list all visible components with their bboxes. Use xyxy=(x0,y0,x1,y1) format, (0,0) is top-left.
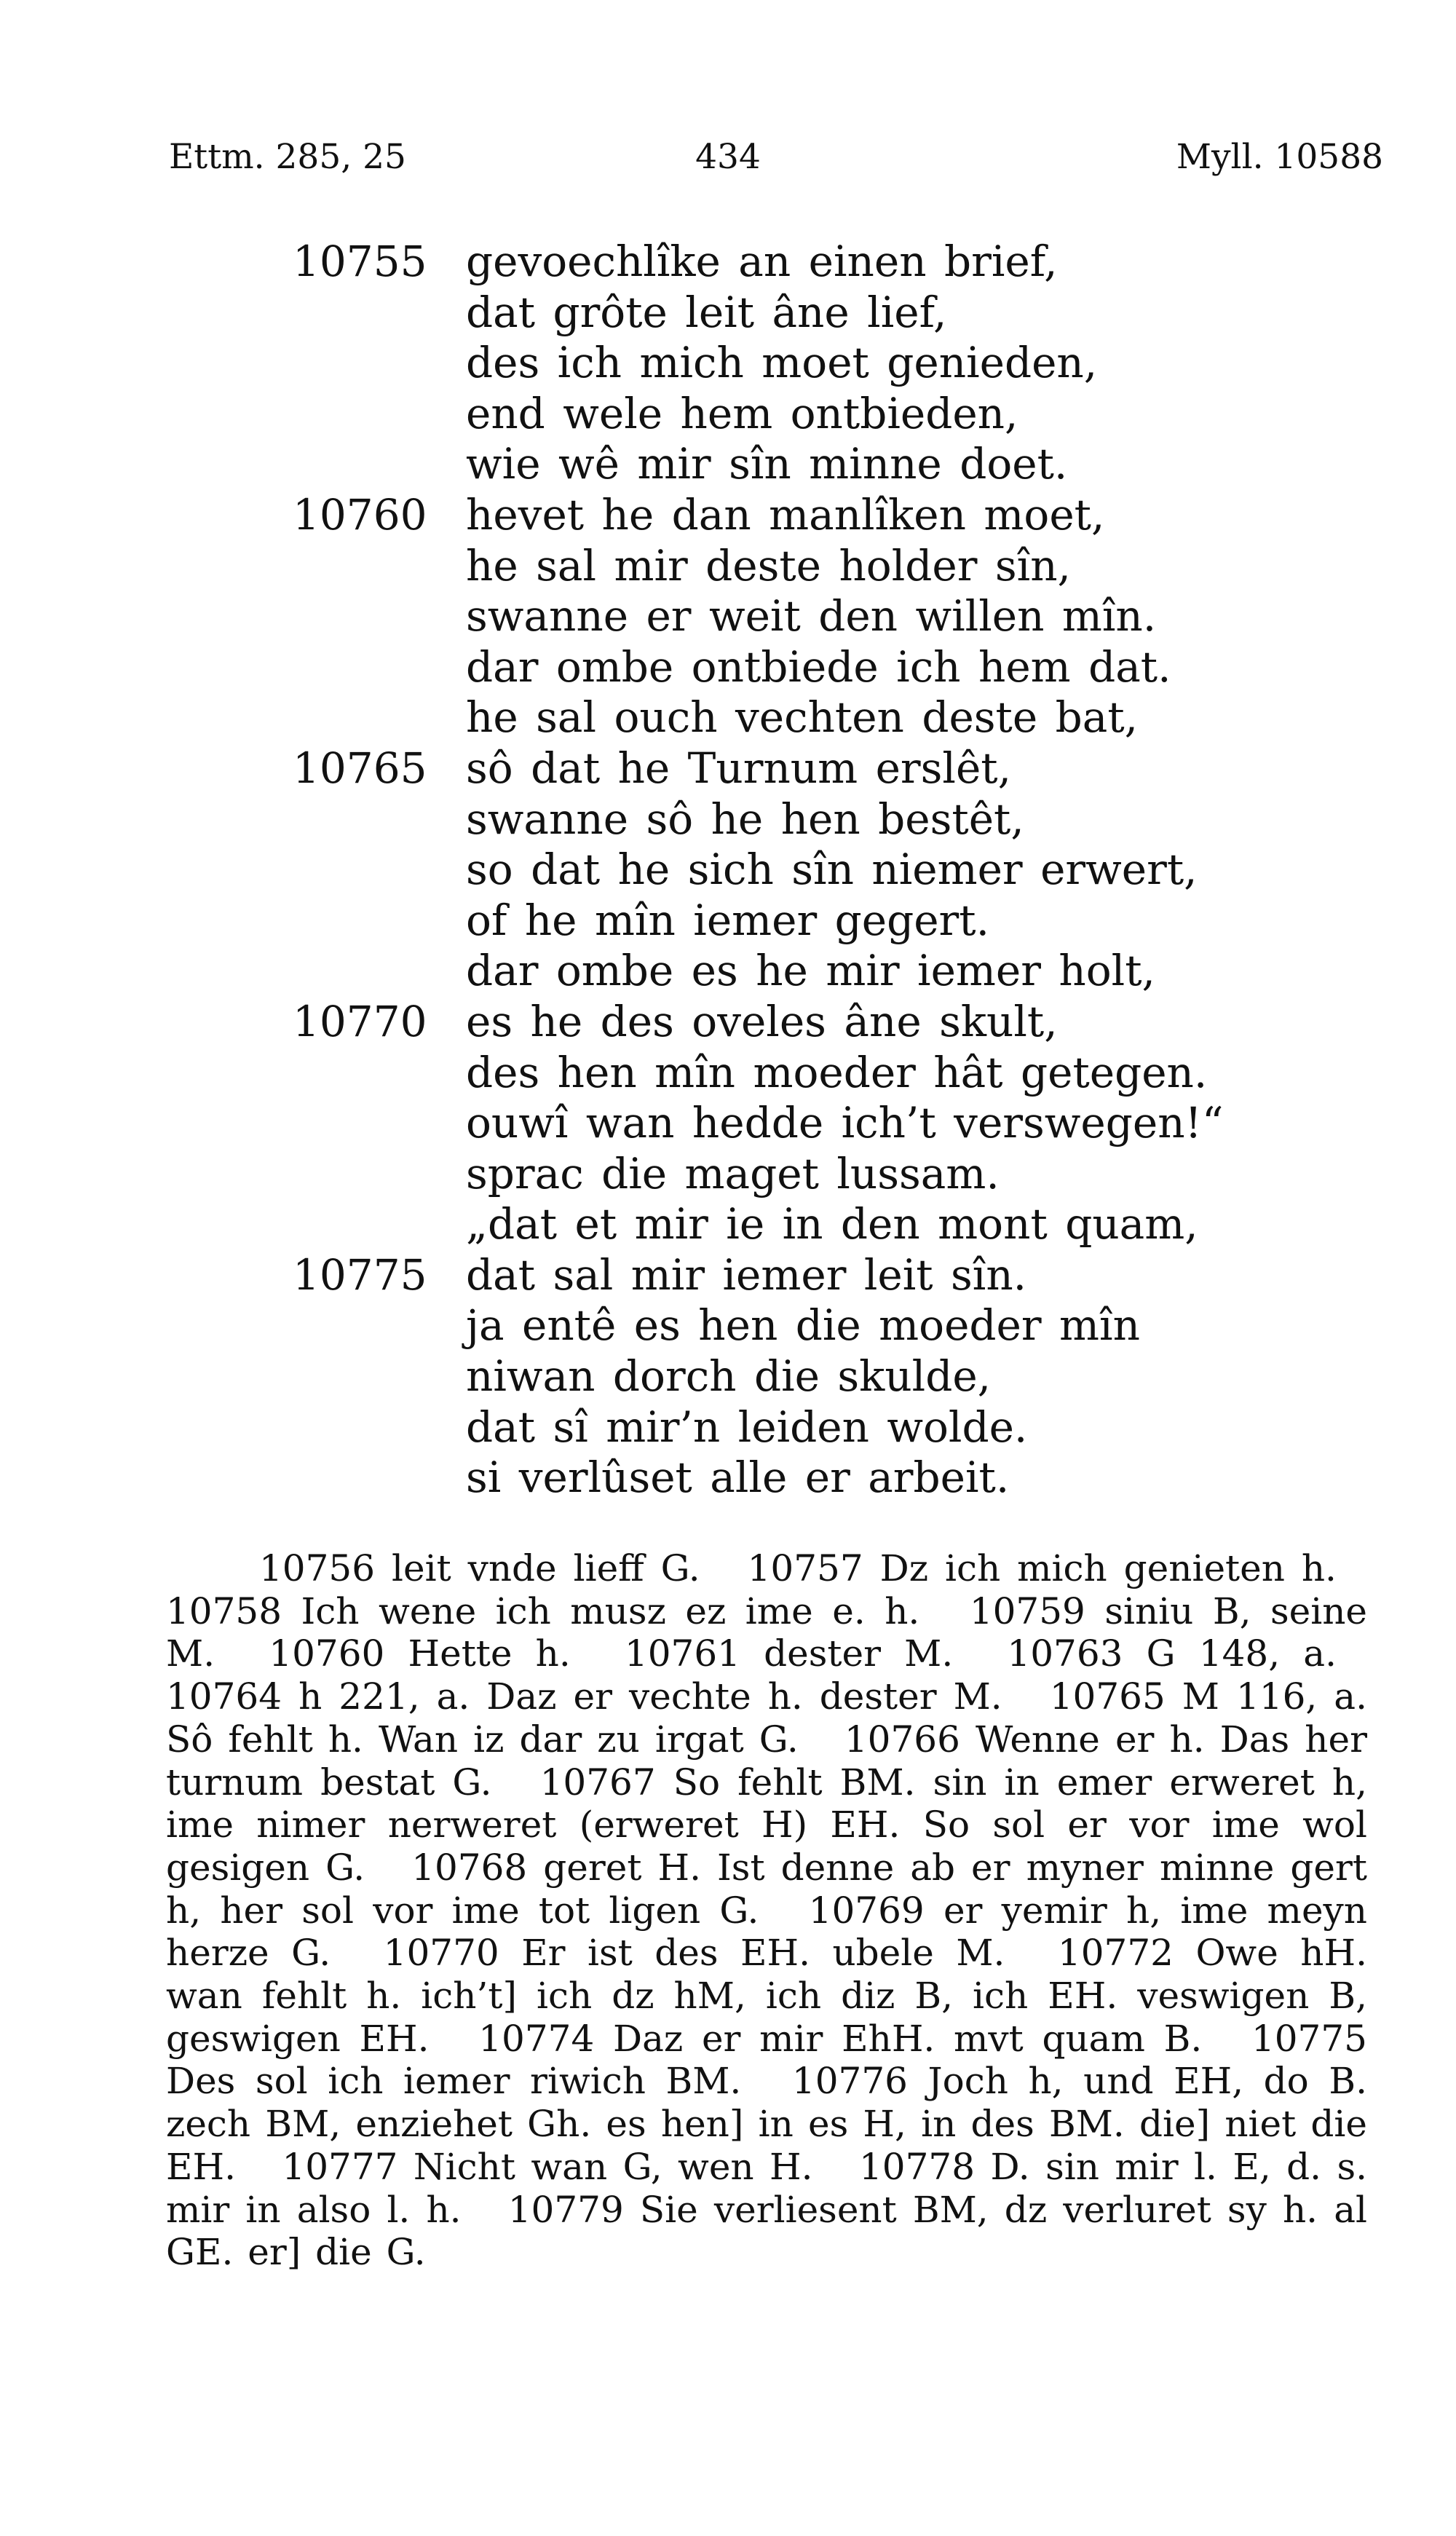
apparatus-reading: Joch h, und EH, do B. zech BM, enziehet Gh. es hen] in es H, in des BM. die] niet die EH. xyxy=(166,2060,1367,2188)
verse-text: des hen mîn moeder hât getegen. xyxy=(466,1047,1208,1097)
apparatus-note xyxy=(282,2146,812,2188)
verse-line xyxy=(0,1048,1456,1099)
verse-line xyxy=(0,439,1456,490)
apparatus-reading: G 148, a. xyxy=(1146,1632,1337,1675)
verse-line xyxy=(0,541,1456,592)
apparatus-reading: D. sin mir l. E, d. s. mir in also l. h. xyxy=(166,2145,1368,2231)
critical-apparatus xyxy=(166,1547,1367,2274)
verse-text: gevoechlîke an einen brief, xyxy=(466,237,1058,286)
apparatus-verse-number: 10768 xyxy=(411,1846,528,1889)
apparatus-reading: Wenne er h. Das her turnum bestat G. xyxy=(166,1718,1367,1804)
verse-text: dar ombe ontbiede ich hem dat. xyxy=(466,641,1171,692)
header-right-reference: Myll. 10588 xyxy=(1176,137,1383,177)
verse-number: 10755 xyxy=(293,237,427,286)
verse-line xyxy=(0,896,1456,947)
apparatus-reading: M 116, a. Sô fehlt h. Wan iz dar zu irgat G. xyxy=(166,1675,1367,1761)
verse-text: des ich mich moet genieden, xyxy=(466,338,1098,388)
verse-text: dat sî mir’n leiden wolde. xyxy=(466,1402,1028,1452)
verse-number: 10770 xyxy=(293,996,427,1046)
apparatus-verse-number: 10777 xyxy=(282,2145,398,2188)
verse-line xyxy=(0,591,1456,642)
apparatus-verse-number: 10756 xyxy=(259,1547,376,1589)
apparatus-verse-number: 10764 xyxy=(166,1675,282,1718)
apparatus-verse-number: 10767 xyxy=(539,1761,656,1804)
verse-line xyxy=(0,946,1456,997)
apparatus-verse-number: 10757 xyxy=(747,1547,863,1589)
apparatus-verse-number: 10761 xyxy=(624,1632,740,1675)
apparatus-reading: h 221, a. Daz er vechte h. dester M. xyxy=(298,1675,1002,1718)
verse-text: sô dat he Turnum erslêt, xyxy=(466,743,1012,793)
verse-text: niwan dorch die skulde, xyxy=(466,1351,992,1402)
apparatus-verse-number: 10769 xyxy=(808,1889,925,1932)
verse-number: 10760 xyxy=(293,489,427,540)
apparatus-verse-number: 10763 xyxy=(1007,1632,1123,1675)
apparatus-reading: Sie verliesent BM, dz verluret sy h. al GE. er] die G. xyxy=(166,2188,1367,2274)
verse-line xyxy=(0,1149,1456,1200)
apparatus-reading: Dz ich mich genieten h. xyxy=(879,1547,1337,1589)
apparatus-verse-number: 10758 xyxy=(166,1589,282,1632)
apparatus-verse-number: 10759 xyxy=(969,1589,1085,1632)
verse-line xyxy=(0,1098,1456,1149)
verse-text: es he des oveles âne skult, xyxy=(466,996,1058,1046)
apparatus-verse-number: 10772 xyxy=(1057,1932,1174,1975)
verse-line xyxy=(0,1453,1456,1504)
apparatus-verse-number: 10766 xyxy=(844,1718,960,1761)
apparatus-note xyxy=(269,1632,570,1675)
apparatus-reading: Nicht wan G, wen H. xyxy=(413,2145,813,2188)
apparatus-reading: siniu B, seine M. xyxy=(166,1589,1367,1675)
apparatus-verse-number: 10760 xyxy=(269,1632,385,1675)
apparatus-verse-number: 10775 xyxy=(1251,2017,1367,2060)
verse-line xyxy=(0,1199,1456,1250)
verse-text: he sal mir deste holder sîn, xyxy=(466,540,1071,590)
verse-line xyxy=(0,1351,1456,1402)
apparatus-note xyxy=(166,1590,919,1632)
apparatus-verse-number: 10778 xyxy=(858,2145,976,2188)
apparatus-note xyxy=(748,1547,1337,1589)
apparatus-verse-number: 10774 xyxy=(478,2017,595,2060)
verse-line xyxy=(0,1300,1456,1351)
apparatus-reading: Er ist des EH. ubele M. xyxy=(521,1932,1005,1975)
verse-text: he sal ouch vechten deste bat, xyxy=(466,692,1139,743)
verse-number: 10775 xyxy=(293,1249,427,1300)
verse-text: dat sal mir iemer leit sîn. xyxy=(466,1249,1027,1300)
verse-text: dar ombe es he mir iemer holt, xyxy=(466,946,1155,996)
apparatus-reading: er yemir h, ime meyn herze G. xyxy=(166,1889,1367,1975)
apparatus-reading: Des sol ich iemer riwich BM. xyxy=(166,2060,742,2103)
page-header xyxy=(0,137,1456,181)
verse-line xyxy=(0,288,1456,339)
verse-text: swanne er weit den willen mîn. xyxy=(466,591,1157,641)
apparatus-note xyxy=(1007,1632,1337,1675)
apparatus-verse-number: 10779 xyxy=(507,2188,624,2231)
apparatus-paragraph xyxy=(166,1547,1367,2274)
header-left-reference: Ettm. 285, 25 xyxy=(169,137,406,177)
apparatus-note xyxy=(478,2018,1202,2060)
verse-line xyxy=(0,845,1456,896)
verse-line xyxy=(0,692,1456,743)
verse-text: ja entê es hen die moeder mîn xyxy=(466,1300,1140,1351)
apparatus-note xyxy=(166,1675,1002,1718)
apparatus-verse-number: 10770 xyxy=(383,1932,499,1975)
verse-line xyxy=(0,389,1456,440)
verse-text: swanne sô he hen bestêt, xyxy=(466,794,1024,844)
verse-text: wie wê mir sîn minne doet. xyxy=(466,439,1068,489)
verse-text: of he mîn iemer gegert. xyxy=(466,895,990,945)
apparatus-note xyxy=(259,1547,700,1589)
verse-text: ouwî wan hedde ich’t verswegen!“ xyxy=(466,1098,1224,1148)
verse-line xyxy=(0,338,1456,389)
apparatus-reading: Hette h. xyxy=(408,1632,571,1675)
verse-line xyxy=(0,794,1456,845)
apparatus-note xyxy=(384,1932,1005,1974)
verse-text: so dat he sich sîn niemer erwert, xyxy=(466,845,1198,895)
verse-text: hevet he dan manlîken moet, xyxy=(466,489,1105,540)
apparatus-verse-number: 10765 xyxy=(1049,1675,1166,1718)
apparatus-reading: Daz er mir EhH. mvt quam B. xyxy=(613,2017,1203,2060)
apparatus-reading: leit vnde lieff G. xyxy=(392,1547,700,1589)
apparatus-verse-number: 10776 xyxy=(791,2060,908,2103)
apparatus-note xyxy=(625,1632,953,1675)
verse-line xyxy=(0,490,1456,541)
verse-line xyxy=(0,743,1456,794)
verse-line xyxy=(0,997,1456,1048)
verse-text: dat grôte leit âne lief, xyxy=(466,287,947,337)
verse-line xyxy=(0,642,1456,693)
verse-line xyxy=(0,1402,1456,1453)
verse-text-block xyxy=(0,237,1456,1504)
apparatus-reading: Ich wene ich musz ez ime e. h. xyxy=(301,1589,920,1632)
page-number: 434 xyxy=(695,137,761,177)
verse-text: si verlûset alle er arbeit. xyxy=(466,1453,1010,1503)
verse-line xyxy=(0,237,1456,288)
verse-line xyxy=(0,1250,1456,1301)
apparatus-reading: geret H. Ist denne ab er myner minne gert h, her sol vor ime tot ligen G. xyxy=(166,1846,1367,1932)
apparatus-reading: Owe hH. wan fehlt h. ich’t] ich dz hM, ich diz B, ich EH. veswigen B, geswigen EH. xyxy=(166,1932,1367,2060)
verse-text: end wele hem ontbieden, xyxy=(466,388,1018,438)
apparatus-reading: So fehlt BM. sin in emer erweret h, ime nimer nerweret (erweret H) EH. So sol er vor ime wol gesigen G. xyxy=(166,1761,1367,1889)
verse-number: 10765 xyxy=(293,743,427,793)
verse-text: sprac die maget lussam. xyxy=(466,1148,1000,1198)
apparatus-reading: dester M. xyxy=(764,1632,954,1675)
verse-text: „dat et mir ie in den mont quam, xyxy=(466,1199,1198,1249)
